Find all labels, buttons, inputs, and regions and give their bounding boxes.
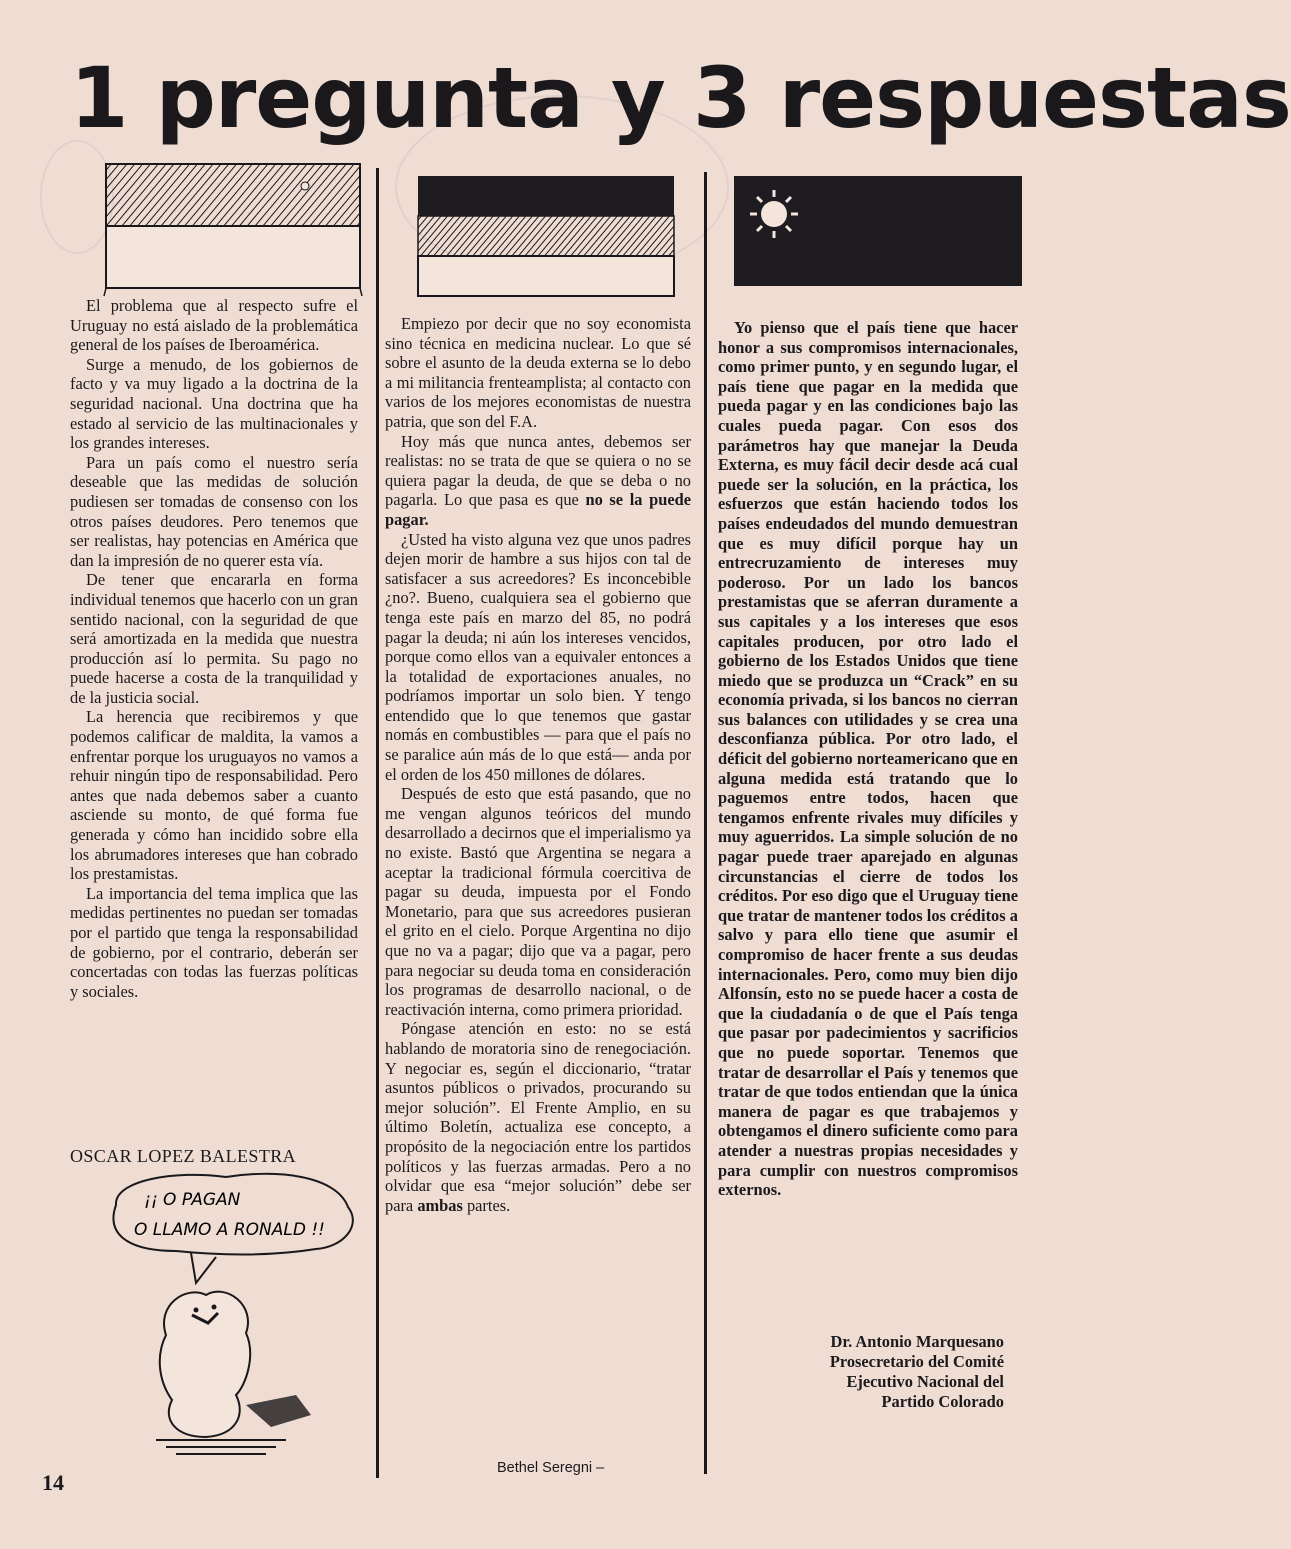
author-signature-1: OSCAR LOPEZ BALESTRA bbox=[70, 1146, 297, 1166]
paragraph: De tener que encararla en forma individual tenemos que hacerlo con un gran sentido nacional, con la seguridad de que será amortizada en la medida que nuestra producción así lo permita. Su pago no puede hacerse a costa de la tranquilidad y de la justicia social. bbox=[70, 570, 358, 707]
signature-line: Prosecretario del Comité bbox=[829, 1352, 1004, 1371]
author-signature-3 bbox=[740, 1332, 1004, 1412]
emphasis-text: ambas bbox=[417, 1195, 463, 1215]
column-rule-right bbox=[704, 172, 707, 1474]
flag-2-illustration bbox=[412, 172, 680, 302]
paragraph: Surge a menudo, de los gobiernos de facto y va muy ligado a la doctrina de la seguridad nacional. Una doctrina que ha estado al servicio de las multinacionales y los grandes intereses. bbox=[70, 354, 358, 453]
cartoon-speech-line-1: ¡¡ O PAGAN bbox=[144, 1190, 241, 1210]
paragraph-text: partes. bbox=[462, 1195, 511, 1215]
column-1-article bbox=[70, 296, 358, 1001]
paragraph bbox=[385, 432, 691, 530]
paragraph: ¿Usted ha visto alguna vez que unos padres dejen morir de hambre a sus hijos con tal de satisfacer a sus acreedores? Es inconcebible ¿no?. Bueno, cualquiera sea el gobierno que tenga este país en marzo del 85, no podrá pagar la deuda; ni aún los intereses vencidos, porque como ellos van a equivaler entonces a la totalidad de exportaciones anuales, no podríamos importar un solo bien. Y tengo entendido que lo que tenemos que gastar nomás en combustibles — para que el país no se paralice aún más de lo que está— anda por el orden de los 450 millones de dólares. bbox=[385, 529, 691, 784]
signature-line: Partido Colorado bbox=[881, 1392, 1004, 1411]
column-3-article bbox=[718, 318, 1018, 1200]
paragraph-text: Hoy más que nunca antes, debemos ser realistas: no se trata de que se quiera o no se quiera pagar la deuda, de que se deba o no pagarla. Lo que pasa es que bbox=[385, 431, 691, 510]
page-title: 1 pregunta y 3 respuestas bbox=[70, 49, 1291, 147]
paragraph: La herencia que recibiremos y que podemos calificar de maldita, la vamos a enfrentar porque los uruguayos no vamos a rehuir ningún tipo de responsabilidad. Pero antes que nada debemos saber a cuanto asciende su monto, de qué forma fue generada y cómo han incidido sobre ella los abrumadores intereses que han cobrado los prestamistas. bbox=[70, 707, 358, 884]
signature-line: Dr. Antonio Marquesano bbox=[830, 1332, 1004, 1351]
paragraph: Después de esto que está pasando, que no me vengan algunos teóricos del mundo desarrollado a decirnos que el imperialismo ya no existe. Bastó que Argentina se negara a aceptar la tradicional fórmula coercitiva de pagar su deuda, impuesta por el Fondo Monetario, para que sus acreedores pusieran el grito en el cielo. Porque Argentina no dijo que no va a pagar; dijo que va a pagar, pero para negociar su deuda toma en consideración los programas de desarrollo nacional, o de reactivación interna, como primera prioridad. bbox=[385, 784, 691, 1019]
paragraph: Empiezo por decir que no soy economista sino técnica en medicina nuclear. Lo que sé sobre el asunto de la deuda externa se lo debo a mi militancia frenteamplista; al contacto con varios de los mejores economistas de nuestra patria, que son del F.A. bbox=[385, 314, 691, 431]
flag-3-illustration bbox=[734, 176, 1024, 296]
paragraph-text: Póngase atención en esto: no se está hablando de moratoria sino de renegociación. Y negociar es, según el diccionario, “tratar asuntos públicos o privados, procurando su mejor solución”. El Frente Amplio, en su último Boletín, actualiza ese concepto, a propósito de la negociación entre los partidos políticos y las fuerzas armadas. Pero a no olvidar que esa “mejor solución” debe ser para bbox=[385, 1019, 691, 1215]
emphasis-text: no se la puede pagar. bbox=[385, 490, 691, 529]
cartoon-illustration bbox=[96, 1165, 364, 1465]
author-signature-2: Bethel Seregni – bbox=[497, 1460, 605, 1476]
signature-line: Ejecutivo Nacional del bbox=[846, 1372, 1004, 1391]
paragraph: Yo pienso que el país tiene que hacer honor a sus compromisos internacionales, como primer punto, y en segundo lugar, el país tiene que pagar en la medida que pueda pagar y en las condiciones bajo las cuales pueda pagar. Con esos dos parámetros hay que manejar la Deuda Externa, es muy fácil decir desde acá cual puede ser la solución, en la práctica, los esfuerzos que están haciendo todos los países endeudados del mundo demuestran que es muy difícil porque hay un entrecruzamiento de intereses muy poderoso. Por un lado los bancos prestamistas que se aferran duramente a sus capitales y a los intereses que esos capitales producen, por otro lado el gobierno de los Estados Unidos que tiene miedo que se produzca un “Crack” en su economía privada, si los bancos no cierran sus balances con utilidades y se crea una desconfianza pública. Por otro lado, el déficit del gobierno norteamericano que en alguna medida está tratando que lo paguemos entre todos, hacen que tengamos enfrente rivales muy difíciles y muy aguerridos. La simple solución de no pagar puede traer aparejado en algunas circunstancias el cierre de todos los créditos. Por eso digo que el Uruguay tiene que tratar de mantener todos los créditos a salvo y para ello tiene que asumir el compromiso de hacer frente a sus deudas internacionales. Pero, como muy bien dijo Alfonsín, esto no se puede hacer a costa de que la ciudadanía o de que el País tenga que pasar por padecimientos y sacrificios que no puede soportar. Tenemos que tratar de desarrollar el País y tenemos que tratar de que todos entiendan que la única manera de pagar es que trabajemos y obtengamos el dinero suficiente como para atender a nuestras propias necesidades y para cumplir con nuestros compromisos externos. bbox=[718, 318, 1018, 1200]
paragraph: La importancia del tema implica que las medidas pertinentes no puedan ser tomadas por el partido que tenga la responsabilidad de gobierno, por el contrario, deberán ser concertadas con todas las fuerzas políticas y sociales. bbox=[70, 883, 358, 1001]
paragraph: El problema que al respecto sufre el Uruguay no está aislado de la problemática general de los países de Iberoamérica. bbox=[70, 296, 358, 355]
paragraph: Para un país como el nuestro sería deseable que las medidas de solución pudiesen ser tomadas de consenso con los otros países deudores. Pero tenemos que ser realistas, hay potencias en América que dan la impresión de no querer esta vía. bbox=[70, 452, 358, 570]
page-number: 14 bbox=[42, 1470, 64, 1495]
cartoon-speech-line-2: O LLAMO A RONALD !! bbox=[134, 1220, 325, 1240]
column-rule-left bbox=[376, 168, 379, 1478]
flag-1-illustration bbox=[100, 158, 368, 298]
column-2-article bbox=[385, 314, 691, 1215]
paragraph bbox=[385, 1019, 691, 1215]
